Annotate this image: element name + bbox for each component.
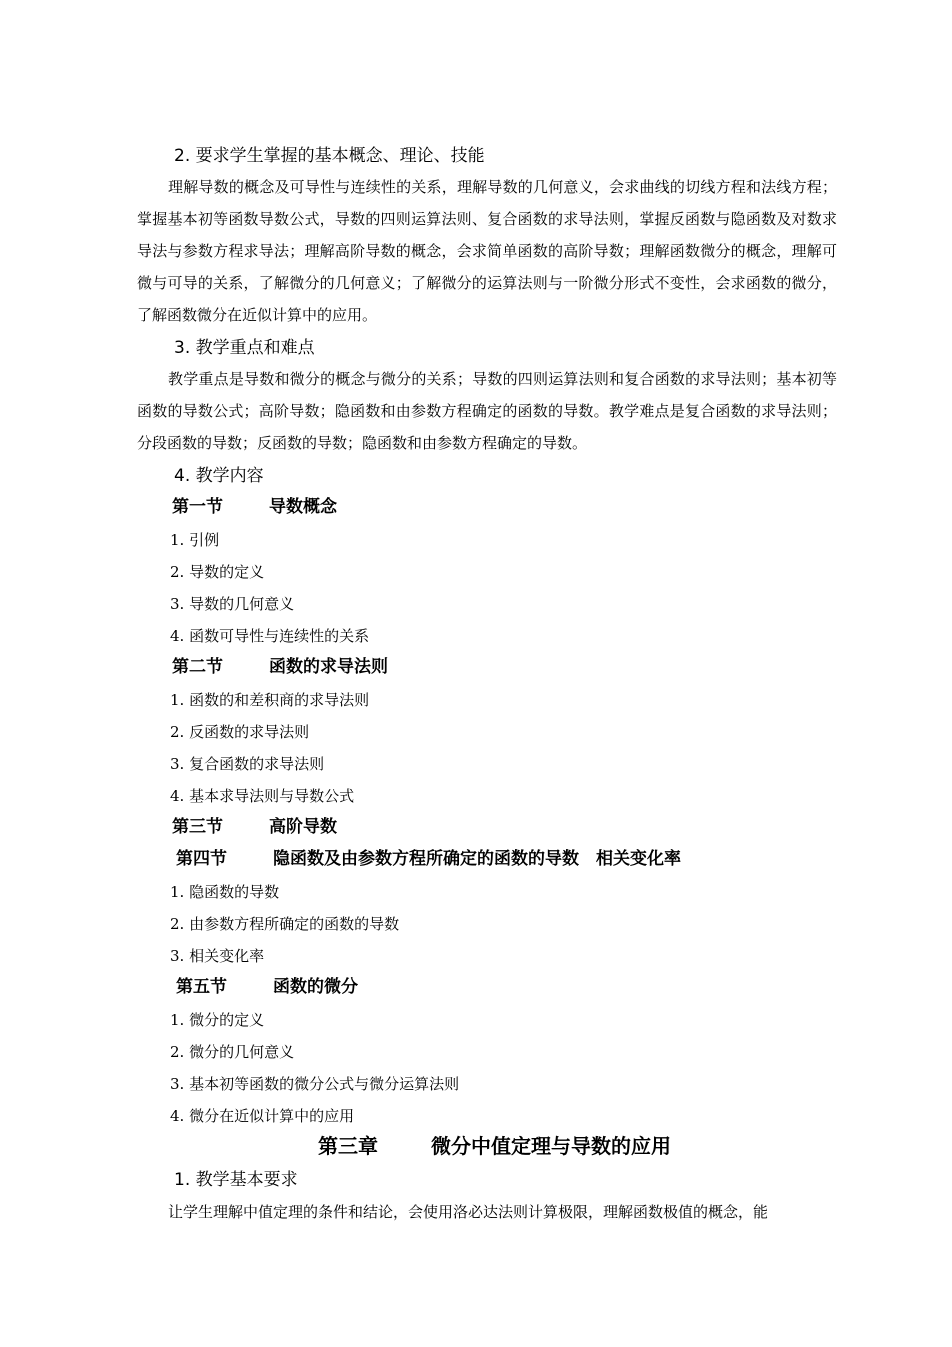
- section-number: 第五节: [176, 977, 227, 997]
- section-number: 第一节: [172, 497, 223, 517]
- list-item: 2. 导数的定义: [170, 563, 265, 581]
- heading-basic-concepts: 2. 要求学生掌握的基本概念、理论、技能: [174, 146, 485, 166]
- section-title: 函数的微分: [273, 977, 358, 997]
- chapter-heading: [318, 1134, 671, 1158]
- list-item: 3. 导数的几何意义: [170, 595, 295, 613]
- section-heading-3: [172, 817, 337, 837]
- list-item: 3. 相关变化率: [170, 947, 265, 965]
- list-item: 4. 基本求导法则与导数公式: [170, 787, 355, 805]
- list-item: 1. 微分的定义: [170, 1011, 265, 1029]
- section-number: 第二节: [172, 657, 223, 677]
- section-heading-2: [172, 657, 388, 677]
- list-item: 1. 隐函数的导数: [170, 883, 280, 901]
- paragraph-basic-concepts: 理解导数的概念及可导性与连续性的关系，理解导数的几何意义，会求曲线的切线方程和法线方程；掌握基本初等函数导数公式，导数的四则运算法则、复合函数的求导法则，掌握反函数与隐函数及对数求导法与参数方程求导法；理解高阶导数的概念，会求简单函数的高阶导数；理解函数微分的概念，理解可微与可导的关系，了解微分的几何意义；了解微分的运算法则与一阶微分形式不变性，会求函数的微分，了解函数微分在近似计算中的应用。: [137, 178, 837, 324]
- section-number: 第三节: [172, 817, 223, 837]
- list-item: 4. 函数可导性与连续性的关系: [170, 627, 370, 645]
- section-heading-4: [176, 849, 681, 869]
- section-heading-5: [176, 977, 358, 997]
- paragraph-basic-requirements: 让学生理解中值定理的条件和结论，会使用洛必达法则计算极限，理解函数极值的概念，能: [168, 1203, 769, 1221]
- chapter-number: 第三章: [318, 1134, 378, 1158]
- list-item: 2. 由参数方程所确定的函数的导数: [170, 915, 400, 933]
- section-heading-1: [172, 497, 337, 517]
- section-number: 第四节: [176, 849, 227, 869]
- heading-basic-requirements: 1. 教学基本要求: [174, 1170, 298, 1190]
- list-item: 1. 函数的和差积商的求导法则: [170, 691, 370, 709]
- chapter-title: 微分中值定理与导数的应用: [431, 1134, 671, 1158]
- section-title: 高阶导数: [269, 817, 337, 837]
- list-item: 3. 基本初等函数的微分公式与微分运算法则: [170, 1075, 460, 1093]
- list-item: 2. 反函数的求导法则: [170, 723, 310, 741]
- paragraph-key-points: 教学重点是导数和微分的概念与微分的关系；导数的四则运算法则和复合函数的求导法则；基本初等函数的导数公式；高阶导数；隐函数和由参数方程确定的函数的导数。教学难点是复合函数的求导法则；分段函数的导数；反函数的导数；隐函数和由参数方程确定的导数。: [137, 370, 837, 452]
- section-title: 隐函数及由参数方程所确定的函数的导数 相关变化率: [273, 849, 681, 869]
- list-item: 2. 微分的几何意义: [170, 1043, 295, 1061]
- section-title: 函数的求导法则: [269, 657, 388, 677]
- heading-key-points: 3. 教学重点和难点: [174, 338, 315, 358]
- list-item: 3. 复合函数的求导法则: [170, 755, 325, 773]
- list-item: 1. 引例: [170, 531, 220, 549]
- list-item: 4. 微分在近似计算中的应用: [170, 1107, 355, 1125]
- heading-teaching-content: 4. 教学内容: [174, 466, 264, 486]
- section-title: 导数概念: [269, 497, 337, 517]
